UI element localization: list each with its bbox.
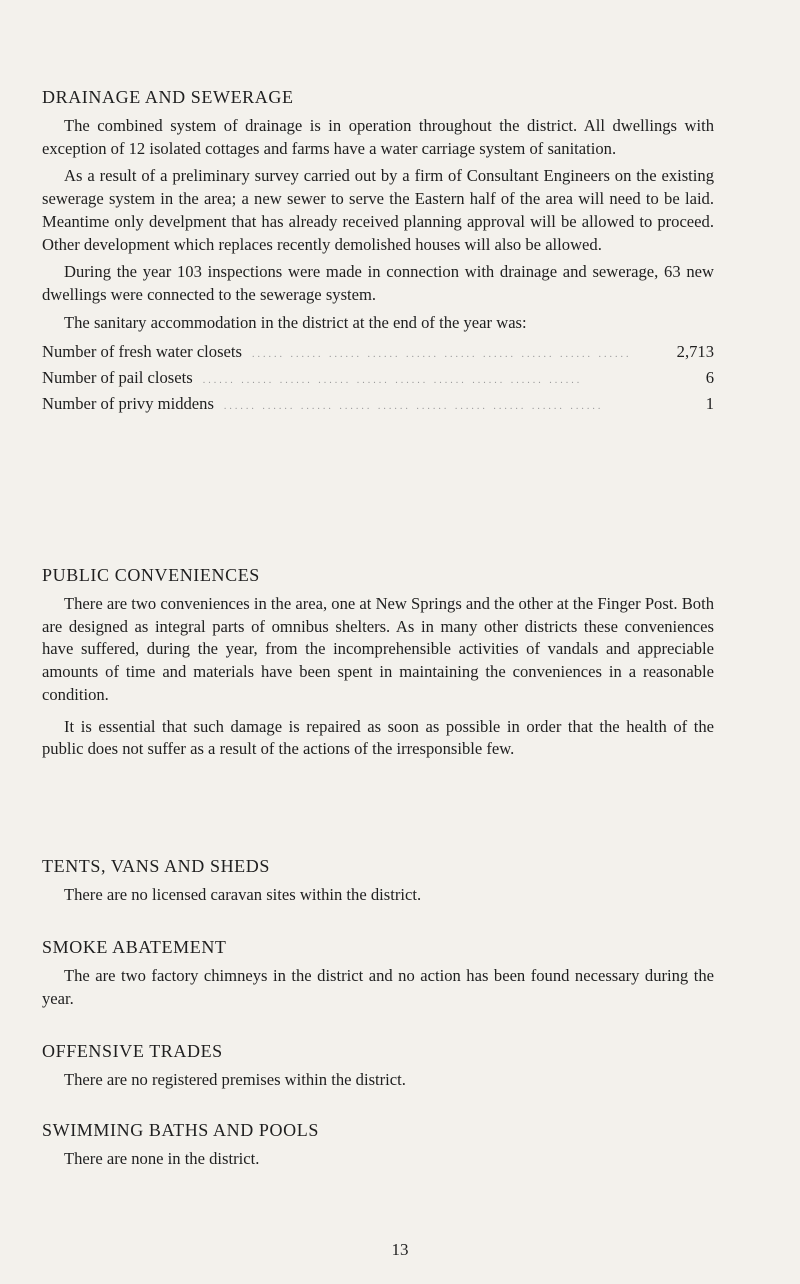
tents-heading: TENTS, VANS AND SHEDS	[42, 856, 270, 876]
accommodation-label: Number of fresh water closets	[42, 342, 242, 362]
conveniences-section	[42, 564, 714, 761]
drainage-paragraph-1: The combined system of drainage is in operation throughout the district. All dwellings with exception of 12 isolated cottages and farms have a water carriage system of sanitation.	[42, 116, 714, 158]
drainage-paragraph-2: As a result of a preliminary survey carried out by a firm of Consultant Engineers on the existing sewerage system in the area; a new sewer to serve the Eastern half of the area will need to be laid. Meantime only develpment that has already received planning approval will be allowed to proceed. Other development which replaces recently demolished houses will also be allowed.	[42, 166, 714, 254]
drainage-heading: DRAINAGE AND SEWERAGE	[42, 87, 294, 107]
tents-section	[42, 855, 714, 907]
accommodation-list	[42, 341, 714, 418]
smoke-text: The are two factory chimneys in the district and no action has been found necessary during the year.	[42, 966, 714, 1008]
leader-dots: ...... ...... ...... ...... ...... ...... ...... ...... ...... ......	[202, 375, 583, 387]
conveniences-paragraph-1: There are two conveniences in the area, one at New Springs and the other at the Finger Post. Both are designed as integral parts of omnibus shelters. As in many other districts these conveniences have suffered, during the year, from the incomprehensible activities of vandals and appreciable amounts of time and materials have been spent in maintaining the conveniences in a reasonable condition.	[42, 594, 714, 704]
offensive-heading: OFFENSIVE TRADES	[42, 1041, 223, 1061]
offensive-section	[42, 1040, 714, 1092]
accommodation-row	[42, 393, 714, 419]
smoke-heading: SMOKE ABATEMENT	[42, 937, 227, 957]
smoke-section	[42, 936, 714, 1010]
accommodation-row	[42, 367, 714, 393]
drainage-paragraph-4: The sanitary accommodation in the district at the end of the year was:	[64, 312, 527, 332]
accommodation-value: 1	[705, 393, 714, 413]
accommodation-label: Number of pail closets	[42, 368, 193, 388]
tents-text: There are no licensed caravan sites within the district.	[64, 885, 422, 904]
accommodation-value: 2,713	[676, 342, 714, 362]
conveniences-heading: PUBLIC CONVENIENCES	[42, 565, 260, 585]
drainage-section	[42, 86, 714, 418]
conveniences-paragraph-2: It is essential that such damage is repaired as soon as possible in order that the health of the public does not suffer as a result of the actions of the irresponsible few.	[42, 716, 714, 759]
swimming-section	[42, 1119, 714, 1171]
drainage-paragraph-3: During the year 103 inspections were made in connection with drainage and sewerage, 63 new dwellings were connected to the sewerage system.	[42, 262, 714, 304]
swimming-heading: SWIMMING BATHS AND POOLS	[42, 1120, 319, 1140]
swimming-text: There are none in the district.	[64, 1149, 260, 1168]
accommodation-label: Number of privy middens	[42, 393, 214, 413]
page-number: 13	[391, 1240, 409, 1259]
accommodation-row	[42, 341, 714, 367]
accommodation-value: 6	[705, 368, 714, 388]
leader-dots: ...... ...... ...... ...... ...... ...... ...... ...... ...... ......	[223, 400, 604, 412]
leader-dots: ...... ...... ...... ...... ...... ...... ...... ...... ...... ......	[251, 349, 632, 361]
offensive-text: There are no registered premises within the district.	[64, 1070, 406, 1089]
